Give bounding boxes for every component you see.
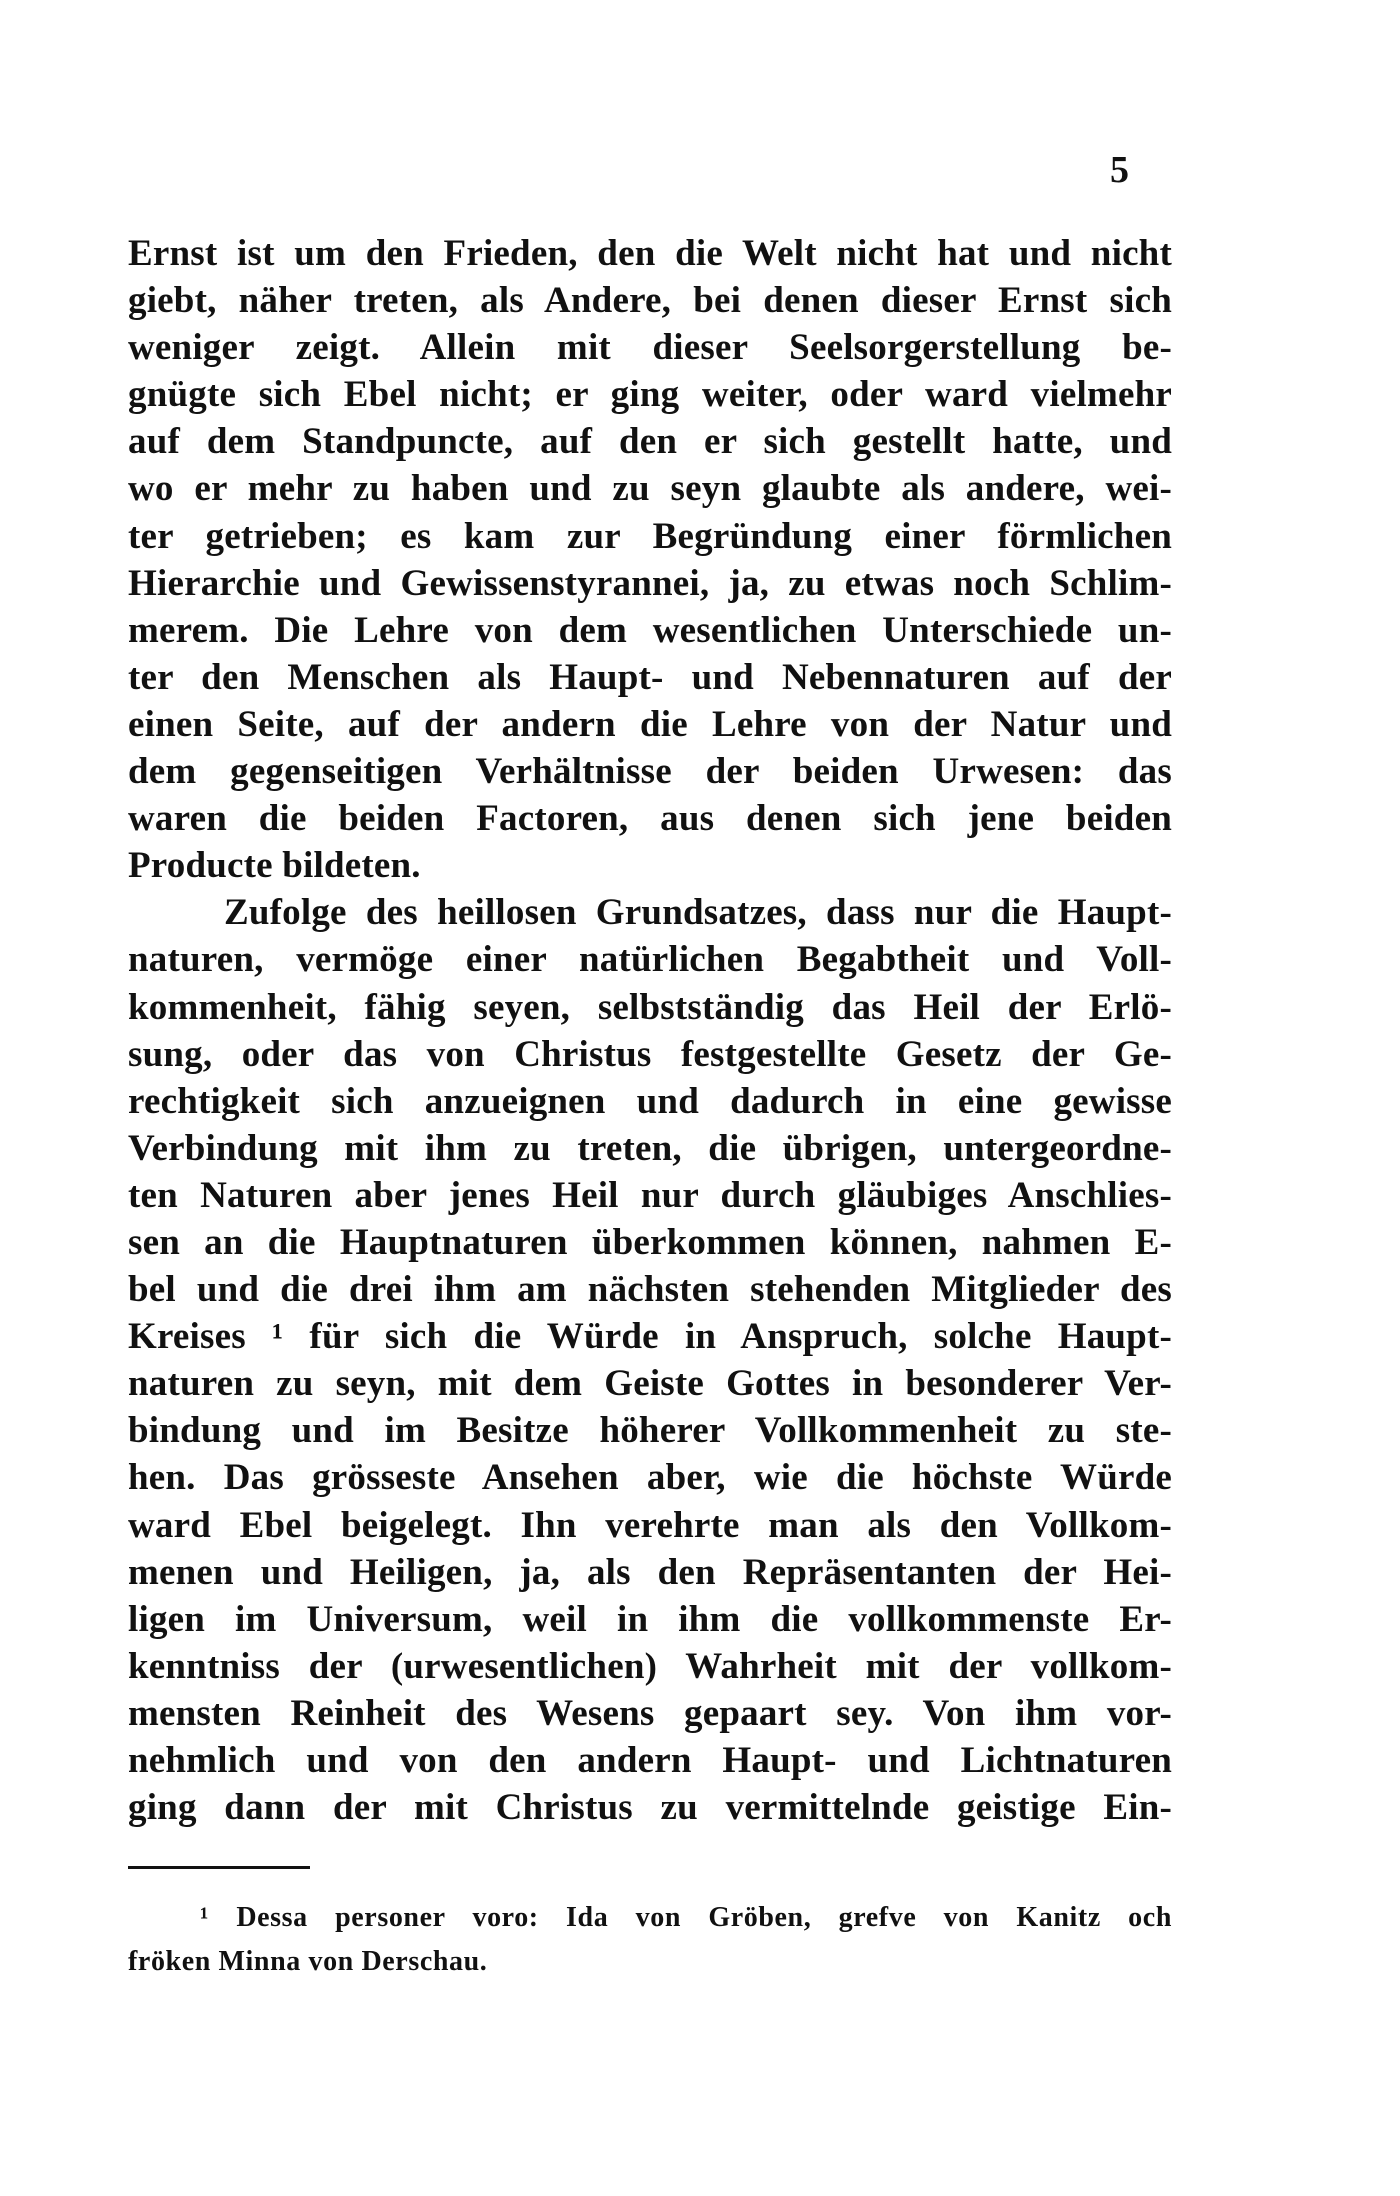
text-line: giebt, näher treten, als Andere, bei denen dieser Ernst sich: [128, 280, 1172, 322]
text-line: bindung und im Besitze höherer Vollkommenheit zu ste-: [128, 1410, 1172, 1452]
text-line: ter den Menschen als Haupt- und Nebennaturen auf der: [128, 656, 1172, 698]
text-line: dem gegenseitigen Verhältnisse der beiden Urwesen: das: [128, 751, 1172, 793]
text-line: ten Naturen aber jenes Heil nur durch gläubiges Anschlies-: [128, 1174, 1172, 1216]
text-line: mensten Reinheit des Wesens gepaart sey. Von ihm vor-: [128, 1692, 1172, 1734]
text-line: auf dem Standpuncte, auf den er sich gestellt hatte, und: [128, 421, 1172, 463]
text-line: ward Ebel beigelegt. Ihn verehrte man als den Vollkom-: [128, 1504, 1172, 1546]
text-line: hen. Das grösseste Ansehen aber, wie die höchste Würde: [128, 1457, 1172, 1499]
text-line: Zufolge des heillosen Grundsatzes, dass nur die Haupt-: [224, 892, 1172, 934]
text-line: ter getrieben; es kam zur Begründung einer förmlichen: [128, 515, 1172, 557]
footnote-line: ¹ Dessa personer voro: Ida von Gröben, grefve von Kanitz och: [200, 1902, 1172, 1933]
text-line: ging dann der mit Christus zu vermittelnde geistige Ein-: [128, 1787, 1172, 1829]
body-text: [128, 230, 1172, 1831]
text-line: sung, oder das von Christus festgestellte Gesetz der Ge-: [128, 1033, 1172, 1075]
text-line: Verbindung mit ihm zu treten, die übrigen, untergeordne-: [128, 1127, 1172, 1169]
text-line: gnügte sich Ebel nicht; er ging weiter, oder ward vielmehr: [128, 374, 1172, 416]
text-line: einen Seite, auf der andern die Lehre von der Natur und: [128, 703, 1172, 745]
text-line: rechtigkeit sich anzueignen und dadurch in eine gewisse: [128, 1080, 1172, 1122]
text-line: nehmlich und von den andern Haupt- und Lichtnaturen: [128, 1740, 1172, 1781]
text-line: kenntniss der (urwesentlichen) Wahrheit mit der vollkom-: [128, 1645, 1172, 1687]
text-line: naturen, vermöge einer natürlichen Begabtheit und Voll-: [128, 939, 1172, 981]
text-line: ligen im Universum, weil in ihm die vollkommenste Er-: [128, 1598, 1172, 1640]
footnote-rule: [128, 1866, 310, 1869]
text-line: naturen zu seyn, mit dem Geiste Gottes in besonderer Ver-: [128, 1363, 1172, 1405]
text-line: Hierarchie und Gewissenstyrannei, ja, zu etwas noch Schlim-: [128, 562, 1172, 604]
text-line: Producte bildeten.: [128, 845, 421, 887]
text-line: wo er mehr zu haben und zu seyn glaubte als andere, wei-: [128, 468, 1172, 510]
text-line: menen und Heiligen, ja, als den Repräsentanten der Hei-: [128, 1551, 1172, 1593]
page-number: 5: [1110, 149, 1129, 191]
text-line: Ernst ist um den Frieden, den die Welt nicht hat und nicht: [128, 233, 1172, 274]
footnote: [128, 1896, 1172, 1984]
text-line: bel und die drei ihm am nächsten stehenden Mitglieder des: [128, 1269, 1172, 1311]
text-line: sen an die Hauptnaturen überkommen können, nahmen E-: [128, 1221, 1172, 1263]
text-line: Kreises ¹ für sich die Würde in Anspruch, solche Haupt-: [128, 1316, 1172, 1358]
text-line: kommenheit, fähig seyen, selbstständig das Heil der Erlö-: [128, 986, 1172, 1028]
text-line: merem. Die Lehre von dem wesentlichen Unterschiede un-: [128, 609, 1172, 651]
text-line: weniger zeigt. Allein mit dieser Seelsorgerstellung be-: [128, 327, 1172, 369]
text-line: waren die beiden Factoren, aus denen sich jene beiden: [128, 798, 1172, 840]
footnote-line: fröken Minna von Derschau.: [128, 1946, 488, 1977]
